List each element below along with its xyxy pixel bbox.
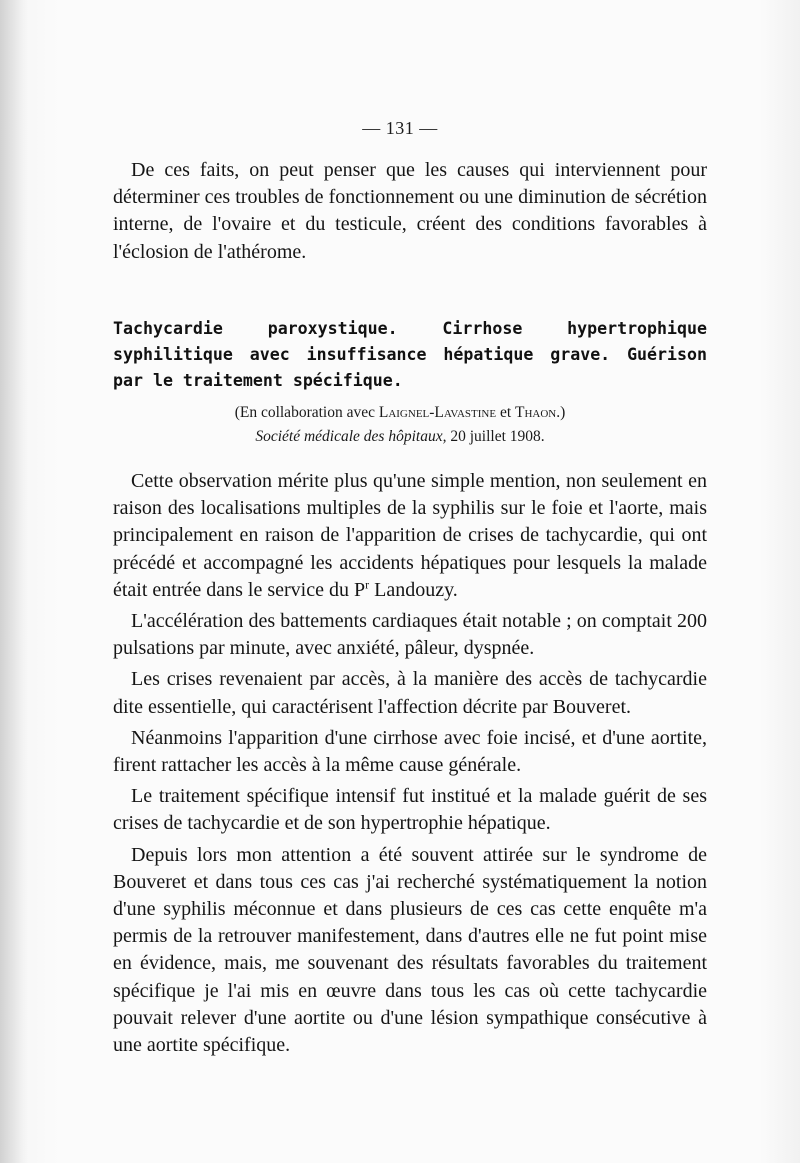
collab-author-1: Laignel-Lavastine (378, 404, 497, 421)
collab-author-2: Thaon (515, 404, 557, 421)
collab-prefix: (En collaboration avec (234, 404, 379, 421)
paragraph-cirrhose: Néanmoins l'apparition d'une cirrhose avec foie incisé, et d'une aortite, firent rattacher les accès à la même cause générale. (113, 726, 707, 777)
source-date: 20 juillet 1908. (450, 428, 545, 445)
intro-section (113, 157, 707, 266)
paragraph-acceleration: L'accélération des battements cardiaques était notable ; on comptait 200 pulsations par minute, avec anxiété, pâleur, dyspnée. (113, 610, 707, 660)
professor-abbrev-superscript: r (365, 577, 370, 592)
paragraph-observation-text: Cette observation mérite plus qu'une simple mention, non seulement en raison des localisations multiples de la syphilis sur le foie et l'aorte, mais principalement en raison de l'apparition de crises de tachycardie, qui ont précédé et accompagné les accidents hépatiques pour lesquels la malade était entrée dans le service du P (113, 470, 707, 601)
source-citation (0, 426, 800, 448)
paragraph-crises: Les crises revenaient par accès, à la manière des accès de tachycardie dite essentielle, qui caractérisent l'affection décrite par Bouveret. (113, 668, 707, 718)
intro-paragraph: De ces faits, on peut penser que les causes qui interviennent pour déterminer ces troubles de fonctionnement ou une diminution de sécrétion interne, de l'ovaire et du testicule, créent des conditions favorables à l'éclosion de l'athérome. (113, 159, 707, 263)
paragraph-observation-end: Landouzy. (369, 578, 458, 601)
collaboration-note (0, 402, 800, 424)
section-title: Tachycardie paroxystique. Cirrhose hypertrophique syphilitique avec insuffisance hépatique grave. Guérison par le traitement spécifique. (113, 319, 707, 390)
source-journal: Société médicale des hôpitaux, (255, 428, 447, 445)
paragraph-observation (113, 468, 707, 604)
page-number: — 131 — (362, 118, 438, 138)
collab-suffix: .) (556, 404, 566, 421)
paragraph-traitement: Le traitement spécifique intensif fut institué et la malade guérit de ses crises de tachycardie et de son hypertrophie hépatique. (113, 785, 707, 835)
collab-and: et (496, 404, 515, 421)
paragraph-bouveret: Depuis lors mon attention a été souvent attirée sur le syndrome de Bouveret et dans tous ces cas j'ai recherché systématiquement la notion d'une syphilis méconnue et dans plusieurs de ces cas cette enquête m'a permis de la retrouver manifestement, dans d'autres elle ne fut point mise en évidence, mais, me souvenant des résultats favorables du traitement spécifique je l'ai mis en œuvre dans tous les cas où cette tachycardie pouvait relever d'une aortite ou d'une lésion sympathique consécutive à une aortite spécifique. (113, 843, 707, 1057)
main-text (113, 468, 707, 1063)
